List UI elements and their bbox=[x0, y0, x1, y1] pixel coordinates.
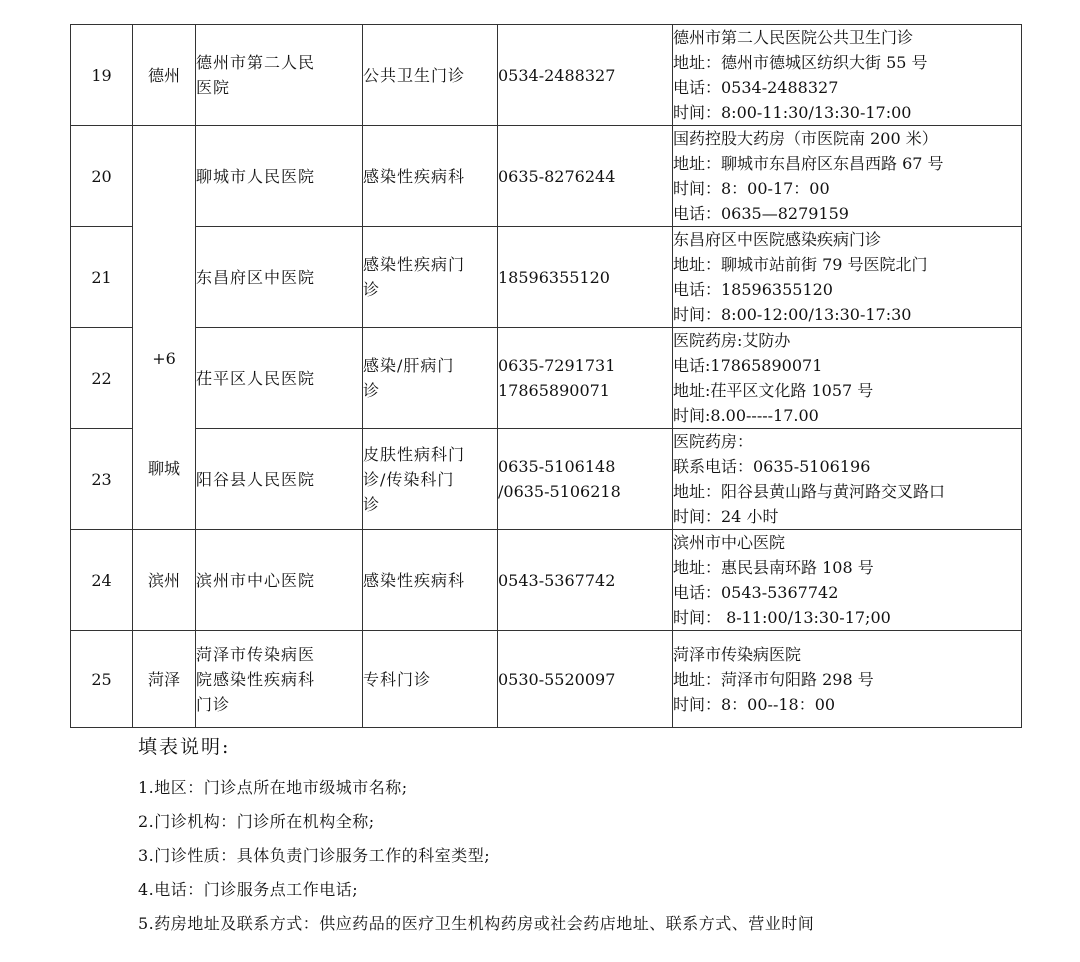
institution-line: 阳谷县人民医院 bbox=[196, 469, 316, 489]
pharmacy-info-line: 电话：18596355120 bbox=[673, 280, 833, 299]
table-row bbox=[71, 631, 1022, 728]
pharmacy-info-line: 国药控股大药房（市医院南 200 米） bbox=[673, 129, 938, 148]
institution-line: 德州市第二人民 bbox=[196, 53, 316, 72]
pharmacy-info-line: 电话：0534-2488327 bbox=[673, 78, 839, 97]
institution-line: 聊城市人民医院 bbox=[196, 166, 316, 186]
phone-cell bbox=[498, 25, 673, 126]
department-type-line: 诊 bbox=[363, 494, 381, 514]
department-type-cell bbox=[363, 429, 498, 530]
phone-line: 18596355120 bbox=[498, 267, 610, 287]
institution-line: 滨州市中心医院 bbox=[196, 570, 316, 590]
city-note: +6 bbox=[152, 349, 176, 368]
institution-cell bbox=[196, 25, 363, 126]
pharmacy-info-line: 医院药房： bbox=[673, 432, 754, 451]
table-row bbox=[71, 429, 1022, 530]
pharmacy-info-line: 菏泽市传染病医院 bbox=[673, 644, 802, 664]
row-number: 25 bbox=[71, 631, 133, 728]
note-item: 4.电话：门诊服务点工作电话; bbox=[138, 880, 359, 899]
department-type-line: 诊/传染科门 bbox=[363, 469, 455, 489]
note-item: 3.门诊性质：具体负责门诊服务工作的科室类型; bbox=[138, 846, 491, 865]
institution-cell bbox=[196, 126, 363, 227]
table-row bbox=[71, 530, 1022, 631]
note-item: 2.门诊机构：门诊所在机构全称; bbox=[138, 812, 375, 831]
phone-line: 0534-2488327 bbox=[498, 65, 616, 85]
institution-line: 医院 bbox=[196, 78, 231, 97]
phone-line: /0635-5106218 bbox=[498, 482, 621, 501]
institution-cell bbox=[196, 328, 363, 429]
pharmacy-info-cell bbox=[673, 530, 1022, 631]
pharmacy-info-line: 电话：0543-5367742 bbox=[673, 583, 839, 602]
department-type-cell bbox=[363, 328, 498, 429]
notes-title: 填表说明: bbox=[138, 736, 231, 758]
department-type-line: 感染性疾病门 bbox=[363, 255, 466, 274]
pharmacy-info-line: 时间：24 小时 bbox=[673, 507, 779, 526]
row-number: 23 bbox=[71, 429, 133, 530]
table-row bbox=[71, 328, 1022, 429]
pharmacy-info-cell bbox=[673, 126, 1022, 227]
pharmacy-info-line: 地址：德州市德城区纺织大街 55 号 bbox=[673, 53, 928, 72]
institution-line: 院感染性疾病科 bbox=[196, 669, 316, 689]
pharmacy-info-line: 医院药房:艾防办 bbox=[673, 331, 791, 350]
phone-line: 0530-5520097 bbox=[498, 669, 616, 689]
pharmacy-info-line: 地址：聊城市站前街 79 号医院北门 bbox=[673, 255, 928, 274]
phone-cell bbox=[498, 530, 673, 631]
institution-line: 茌平区人民医院 bbox=[196, 368, 316, 388]
department-type-line: 公共卫生门诊 bbox=[363, 65, 466, 85]
pharmacy-info-cell bbox=[673, 429, 1022, 530]
phone-line: 0635-7291731 bbox=[498, 356, 616, 375]
institution-cell bbox=[196, 227, 363, 328]
pharmacy-info-line: 地址：惠民县南环路 108 号 bbox=[673, 558, 874, 577]
department-type-cell bbox=[363, 631, 498, 728]
department-type-cell bbox=[363, 25, 498, 126]
pharmacy-info-line: 时间:8.00-----17.00 bbox=[673, 406, 819, 425]
institution-cell bbox=[196, 631, 363, 728]
pharmacy-info-line: 地址：菏泽市句阳路 298 号 bbox=[673, 669, 874, 689]
row-number: 24 bbox=[71, 530, 133, 631]
pharmacy-info-line: 时间：8：00--18：00 bbox=[673, 694, 836, 714]
pharmacy-info-line: 滨州市中心医院 bbox=[673, 533, 786, 552]
phone-cell bbox=[498, 631, 673, 728]
department-type-cell bbox=[363, 530, 498, 631]
pharmacy-info-cell bbox=[673, 25, 1022, 126]
institution-line: 菏泽市传染病医 bbox=[196, 644, 316, 664]
department-type-cell bbox=[363, 126, 498, 227]
phone-line: 0635-5106148 bbox=[498, 457, 616, 476]
institution-line: 东昌府区中医院 bbox=[196, 267, 316, 287]
pharmacy-info-line: 联系电话：0635-5106196 bbox=[673, 457, 871, 476]
institution-cell bbox=[196, 530, 363, 631]
department-type-line: 感染性疾病科 bbox=[363, 570, 466, 590]
pharmacy-info-line: 东昌府区中医院感染疾病门诊 bbox=[673, 230, 882, 249]
row-number: 22 bbox=[71, 328, 133, 429]
phone-line: 0635-8276244 bbox=[498, 166, 616, 186]
phone-cell bbox=[498, 429, 673, 530]
department-type-line: 皮肤性病科门 bbox=[363, 444, 466, 464]
pharmacy-info-line: 时间：8:00-11:30/13:30-17:00 bbox=[673, 103, 912, 122]
pharmacy-info-cell bbox=[673, 631, 1022, 728]
pharmacy-info-line: 时间： 8-11:00/13:30-17;00 bbox=[673, 608, 891, 627]
department-type-line: 感染性疾病科 bbox=[363, 166, 466, 186]
pharmacy-info-line: 地址：阳谷县黄山路与黄河路交叉路口 bbox=[673, 482, 946, 501]
department-type-line: 诊 bbox=[363, 381, 381, 400]
institution-line: 门诊 bbox=[196, 694, 231, 714]
row-number: 19 bbox=[71, 25, 133, 126]
city-cell: 滨州 bbox=[133, 530, 196, 631]
phone-cell bbox=[498, 227, 673, 328]
table-row bbox=[71, 227, 1022, 328]
pharmacy-info-line: 德州市第二人民医院公共卫生门诊 bbox=[673, 28, 914, 47]
notes-section bbox=[138, 732, 814, 947]
pharmacy-info-line: 时间：8：00-17：00 bbox=[673, 179, 830, 198]
pharmacy-info-line: 时间：8:00-12:00/13:30-17:30 bbox=[673, 305, 912, 324]
pharmacy-info-cell bbox=[673, 227, 1022, 328]
table-row bbox=[71, 126, 1022, 227]
phone-line: 17865890071 bbox=[498, 381, 610, 400]
outpatient-table bbox=[70, 24, 1022, 728]
row-number: 20 bbox=[71, 126, 133, 227]
city-cell: 菏泽 bbox=[133, 631, 196, 728]
phone-cell bbox=[498, 126, 673, 227]
pharmacy-info-line: 地址：聊城市东昌府区东昌西路 67 号 bbox=[673, 154, 944, 173]
phone-line: 0543-5367742 bbox=[498, 570, 616, 590]
department-type-cell bbox=[363, 227, 498, 328]
department-type-line: 专科门诊 bbox=[363, 669, 432, 689]
department-type-line: 感染/肝病门 bbox=[363, 356, 455, 375]
department-type-line: 诊 bbox=[363, 280, 381, 299]
row-number: 21 bbox=[71, 227, 133, 328]
city-cell-merged bbox=[133, 126, 196, 530]
institution-cell bbox=[196, 429, 363, 530]
pharmacy-info-line: 电话：0635—8279159 bbox=[673, 204, 849, 223]
note-item: 1.地区：门诊点所在地市级城市名称; bbox=[138, 778, 408, 797]
pharmacy-info-line: 地址:茌平区文化路 1057 号 bbox=[673, 381, 874, 400]
pharmacy-info-cell bbox=[673, 328, 1022, 429]
note-item: 5.药房地址及联系方式：供应药品的医疗卫生机构药房或社会药店地址、联系方式、营业时间 bbox=[138, 914, 815, 933]
table-row bbox=[71, 25, 1022, 126]
pharmacy-info-line: 电话:17865890071 bbox=[673, 356, 823, 375]
phone-cell bbox=[498, 328, 673, 429]
city-name: 聊城 bbox=[147, 459, 180, 478]
city-cell: 德州 bbox=[133, 25, 196, 126]
